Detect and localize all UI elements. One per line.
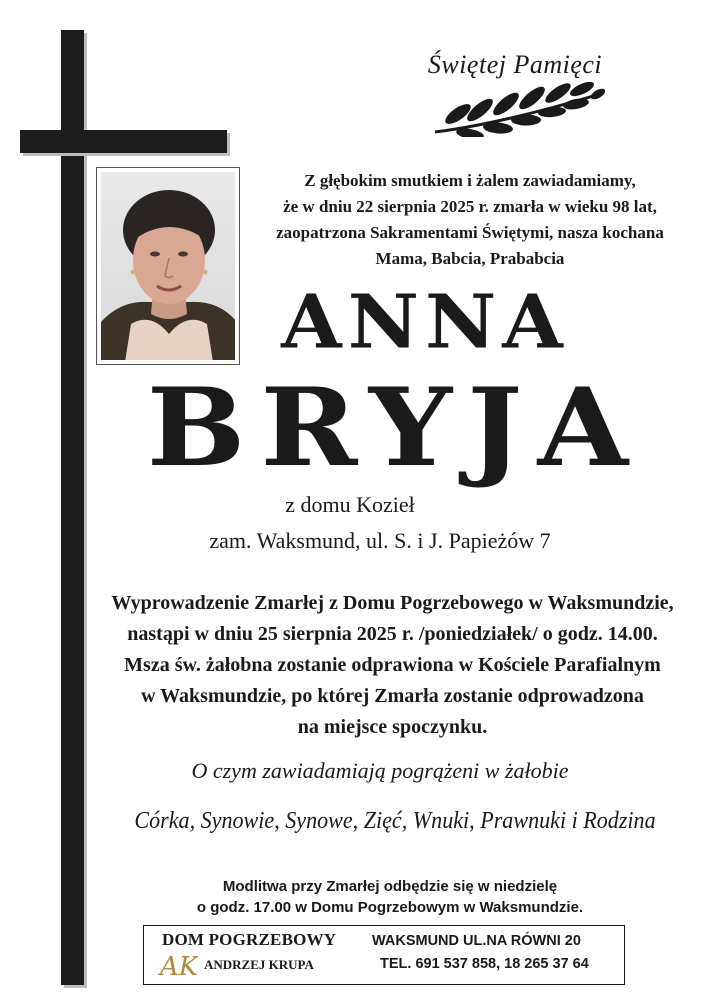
ceremony-line: Wyprowadzenie Zmarłej z Domu Pogrzebowego w Waksmundzie, <box>111 592 674 614</box>
prayer-notice <box>130 876 650 918</box>
funeral-director: ANDRZEJ KRUPA <box>204 957 314 972</box>
cross-vertical-bar <box>61 30 84 985</box>
last-name: BRYJA <box>146 365 644 491</box>
mourners-family: Córka, Synowie, Synowe, Zięć, Wnuki, Prawnuki i Rodzina <box>134 808 656 834</box>
intro-line: że w dniu 22 sierpnia 2025 r. zmarła w wieku 98 lat, <box>283 197 657 216</box>
mourners-intro: O czym zawiadamiają pogrążeni w żałobie <box>191 758 569 783</box>
funeral-home-address: WAKSMUND UL.NA RÓWNI 20 <box>372 933 581 949</box>
maiden-name: z domu Kozieł <box>285 492 415 517</box>
portrait-photo <box>96 167 240 365</box>
first-name: ANNA <box>281 279 569 366</box>
funeral-home-name: DOM POGRZEBOWY <box>162 930 337 949</box>
intro-line: zaopatrzona Sakramentami Świętymi, nasza kochana <box>276 223 664 242</box>
ceremony-line: Msza św. żałobna zostanie odprawiona w Kościele Parafialnym <box>124 654 661 676</box>
home-address: zam. Waksmund, ul. S. i J. Papieżów 7 <box>209 528 551 553</box>
intro-paragraph <box>250 168 690 272</box>
header-title: Świętej Pamięci <box>427 50 603 79</box>
ceremony-line: nastąpi w dniu 25 sierpnia 2025 r. /poniedziałek/ o godz. 14.00. <box>127 623 658 645</box>
intro-line: Mama, Babcia, Prababcia <box>375 249 565 268</box>
cross-horizontal-bar <box>20 130 227 153</box>
prayer-line: o godz. 17.00 w Domu Pogrzebowym w Waksmundzie. <box>196 899 584 916</box>
portrait-illustration <box>101 172 235 360</box>
portrait-image <box>101 172 235 360</box>
ceremony-details <box>95 588 690 743</box>
svg-text:AK: AK <box>160 952 198 980</box>
intro-line: Z głębokim smutkiem i żalem zawiadamiamy, <box>304 171 636 190</box>
funeral-home-phone: TEL. 691 537 858, 18 265 37 64 <box>380 956 589 972</box>
ceremony-line: w Waksmundzie, po której Zmarła zostanie odprowadzona <box>141 685 644 707</box>
olive-branch-icon <box>430 82 605 137</box>
prayer-line: Modlitwa przy Zmarłej odbędzie się w niedzielę <box>222 878 558 895</box>
ak-logo-icon <box>158 950 198 980</box>
ceremony-line: na miejsce spoczynku. <box>297 716 488 738</box>
